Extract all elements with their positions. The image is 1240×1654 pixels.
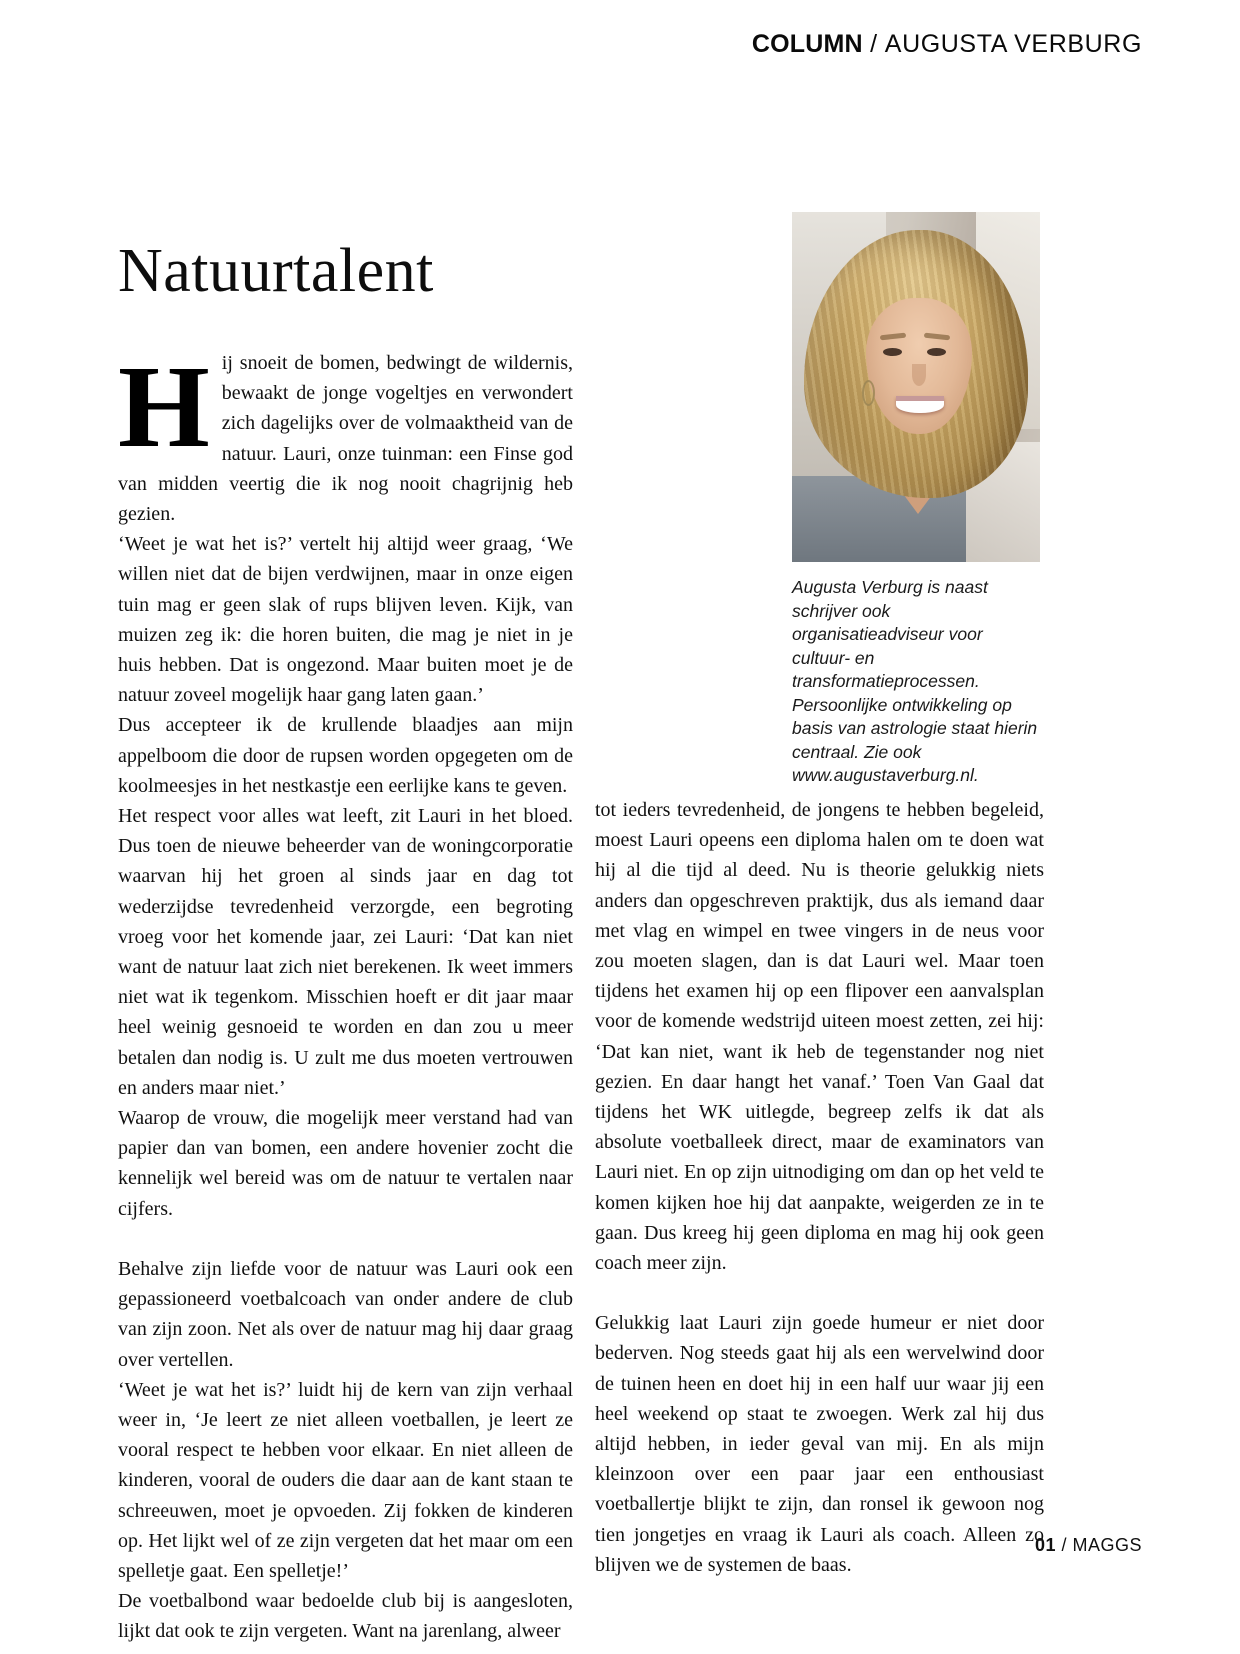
photo-mouth (896, 396, 944, 413)
paragraph: ‘Weet je wat het is?’ vertelt hij altijd weer graag, ‘We willen niet dat de bijen verdwijnen, maar in onze eigen tuin mag er geen slak of rups blijven leven. Kijk, van muizen zeg ik: die horen buiten, die mag je niet in je huis hebben. Dat is ongezond. Maar buiten moet je de natuur zoveel mogelijk haar gang laten gaan.’ (118, 533, 573, 707)
body-column-right (595, 795, 1044, 1580)
photo-eye-left (883, 348, 902, 356)
folio (1035, 1535, 1142, 1556)
portrait-photo (792, 212, 1040, 562)
paragraph: De voetbalbond waar bedoelde club bij is aangesloten, lijkt dat ook te zijn vergeten. Want na jarenlang, alweer (118, 1590, 573, 1643)
photo-nose (912, 364, 926, 386)
running-head-kicker: COLUMN (751, 30, 863, 58)
folio-page-number: 01 (1034, 1535, 1056, 1555)
paragraph: Gelukkig laat Lauri zijn goede humeur er niet door bederven. Nog steeds gaat hij als een wervelwind door de tuinen heen en doet hij in een half uur waar jij een heel weekend op staat te zwoegen. Werk zal hij dus altijd hebben, in ieder geval van mij. En als mijn kleinzoon over een paar jaar een enthousiast voetballertje blijkt te zijn, dan ronsel ik gewoon nog tien jongetjes en vraag ik Lauri als coach. Alleen zo blijven we de systemen de baas. (595, 1312, 1044, 1576)
paragraph: Hij snoeit de bomen, bedwingt de wildernis, bewaakt de jonge vogeltjes en verwondert zich dagelijks over de volmaaktheid van de natuur. Lauri, onze tuinman: een Finse god van midden veertig die ik nog nooit chagrijnig heb gezien. (118, 341, 573, 526)
running-head-separator: / (862, 30, 885, 58)
running-head (752, 30, 1142, 59)
photo-eye-right (927, 348, 946, 356)
photo-block (792, 212, 1040, 788)
page-title: Natuurtalent (118, 236, 434, 305)
paragraph: Waarop de vrouw, die mogelijk meer verstand had van papier dan van bomen, een andere hovenier zocht die kennelijk wel bereid was om de natuur te vertalen naar cijfers. (118, 1107, 573, 1220)
body-column-left (118, 341, 573, 1647)
paragraph: Het respect voor alles wat leeft, zit Lauri in het bloed. Dus toen de nieuwe beheerder van de woningcorporatie waarvan hij het groen al sinds jaar en dag tot wederzijdse tevredenheid verzorgde, een begroting vroeg voor het komende jaar, zei Lauri: ‘Dat kan niet want de natuur laat zich niet berekenen. Ik weet immers niet wat ik tegenkom. Misschien hoeft er dit jaar maar heel weinig gesnoeid te worden en dan zou u meer betalen dan nodig is. U zult me dus moeten vertrouwen en anders maar niet.’ (118, 805, 573, 1099)
paragraph: Behalve zijn liefde voor de natuur was Lauri ook een gepassioneerd voetbalcoach van onder andere de club van zijn zoon. Net als over de natuur mag hij daar graag over vertellen. (118, 1257, 573, 1371)
running-head-byline: AUGUSTA VERBURG (884, 30, 1142, 58)
paragraph: tot ieders tevredenheid, de jongens te hebben begeleid, moest Lauri opeens een diploma halen om te doen wat hij al die tijd al deed. Nu is theorie gelukkig niets anders dan opgeschreven praktijk, dus als iemand daar met vlag en wimpel en twee vingers in de neus voor zou moeten slagen, dan is dat Lauri wel. Maar toen tijdens het examen hij op een flipover een aanvalsplan voor de komende wedstrijd uiteen moest zetten, zei hij: ‘Dat kan niet, want ik heb de tegenstander nog niet gezien. En daar hangt het vanaf.’ Toen Van Gaal dat tijdens het WK uitlegde, begreep zelfs ik dat als absolute voetballeek direct, maar de examinators van Lauri niet. En op zijn uitnodiging om dan op het veld te komen kijken hoe hij dat aanpakte, weigerden ze in te gaan. Dus kreeg hij geen diploma en mag hij ook geen coach meer zijn. (595, 799, 1044, 1275)
photo-earring (862, 380, 875, 406)
photo-caption: Augusta Verburg is naast schrijver ook organisatieadviseur voor cultuur- en transformatieprocessen. Persoonlijke ontwikkeling op basis van astrologie staat hierin centraal. Zie ook www.augustaverburg.nl. (792, 577, 1038, 785)
folio-publication: MAGGS (1072, 1535, 1142, 1555)
paragraph: ‘Weet je wat het is?’ luidt hij de kern van zijn verhaal weer in, ‘Je leert ze niet alleen voetballen, je leert ze vooral respect te hebben voor elkaar. En niet alleen de kinderen, vooral de ouders die daar aan de kant staan te schreeuwen, moet je opvoeden. Zij fokken de kinderen op. Het lijkt wel of ze zijn vergeten dat het maar om een spelletje gaat. Een spelletje!’ (118, 1378, 573, 1582)
folio-separator: / (1055, 1535, 1073, 1555)
paragraph: Dus accepteer ik de krullende blaadjes aan mijn appelboom die door de rupsen worden opgegeten om de koolmeesjes in het nestkastje een eerlijke kans te geven. (118, 714, 573, 797)
